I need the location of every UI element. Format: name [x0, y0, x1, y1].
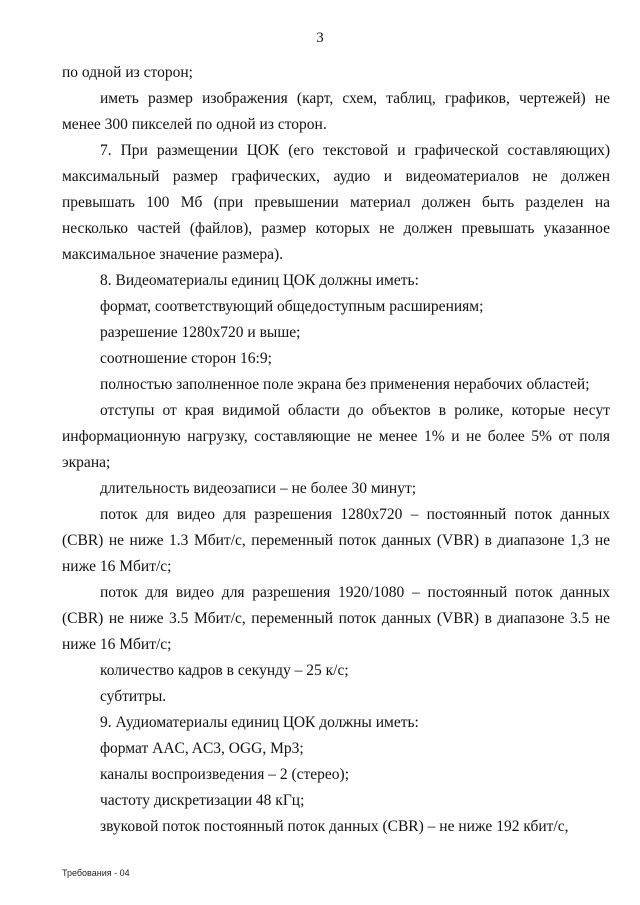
paragraph: соотношение сторон 16:9;	[100, 350, 272, 367]
paragraph: формат AAC, AC3, OGG, Mp3;	[100, 740, 304, 757]
paragraph: длительность видеозаписи – не более 30 минут;	[100, 480, 417, 497]
paragraph: разрешение 1280x720 и выше;	[100, 324, 301, 341]
paragraph: частоту дискретизации 48 кГц;	[100, 792, 305, 809]
paragraph: 8. Видеоматериалы единиц ЦОК должны иметь:	[100, 272, 419, 289]
paragraph: звуковой поток постоянный поток данных (CBR) – не ниже 192 кбит/с,	[100, 818, 569, 835]
paragraph: субтитры.	[100, 688, 167, 705]
paragraph: каналы воспроизведения – 2 (стерео);	[100, 766, 350, 783]
paragraph: полностью заполненное поле экрана без применения нерабочих областей;	[100, 376, 590, 393]
document-body	[62, 60, 610, 840]
paragraph: поток для видео для разрешения 1280x720 – постоянный поток данных (CBR) не ниже 1.3 Мбит/с, переменный поток данных (VBR) в диапазоне 1,3 не ниже 16 Мбит/с;	[62, 506, 610, 575]
footer-label: Требования - 04	[62, 868, 130, 878]
paragraph: по одной из сторон;	[62, 64, 193, 81]
paragraph: формат, соответствующий общедоступным расширениям;	[100, 298, 484, 315]
paragraph: 9. Аудиоматериалы единиц ЦОК должны иметь:	[100, 714, 419, 731]
paragraph: 7. При размещении ЦОК (его текстовой и графической составляющих) максимальный размер графических, аудио и видеоматериалов не должен превышать 100 Мб (при превышении материал должен быть разделен на несколько частей (файлов), размер которых не должен превышать указанное максимальное значение размера).	[62, 142, 610, 263]
paragraph: отступы от края видимой области до объектов в ролике, которые несут информационную нагрузку, составляющие не менее 1% и не более 5% от поля экрана;	[62, 402, 610, 471]
paragraph: иметь размер изображения (карт, схем, таблиц, графиков, чертежей) не менее 300 пикселей по одной из сторон.	[62, 90, 610, 133]
page-number: 3	[316, 30, 324, 46]
paragraph: поток для видео для разрешения 1920/1080 – постоянный поток данных (CBR) не ниже 3.5 Мбит/с, переменный поток данных (VBR) в диапазоне 3.5 не ниже 16 Мбит/с;	[62, 584, 610, 653]
paragraph: количество кадров в секунду – 25 к/с;	[100, 662, 349, 679]
